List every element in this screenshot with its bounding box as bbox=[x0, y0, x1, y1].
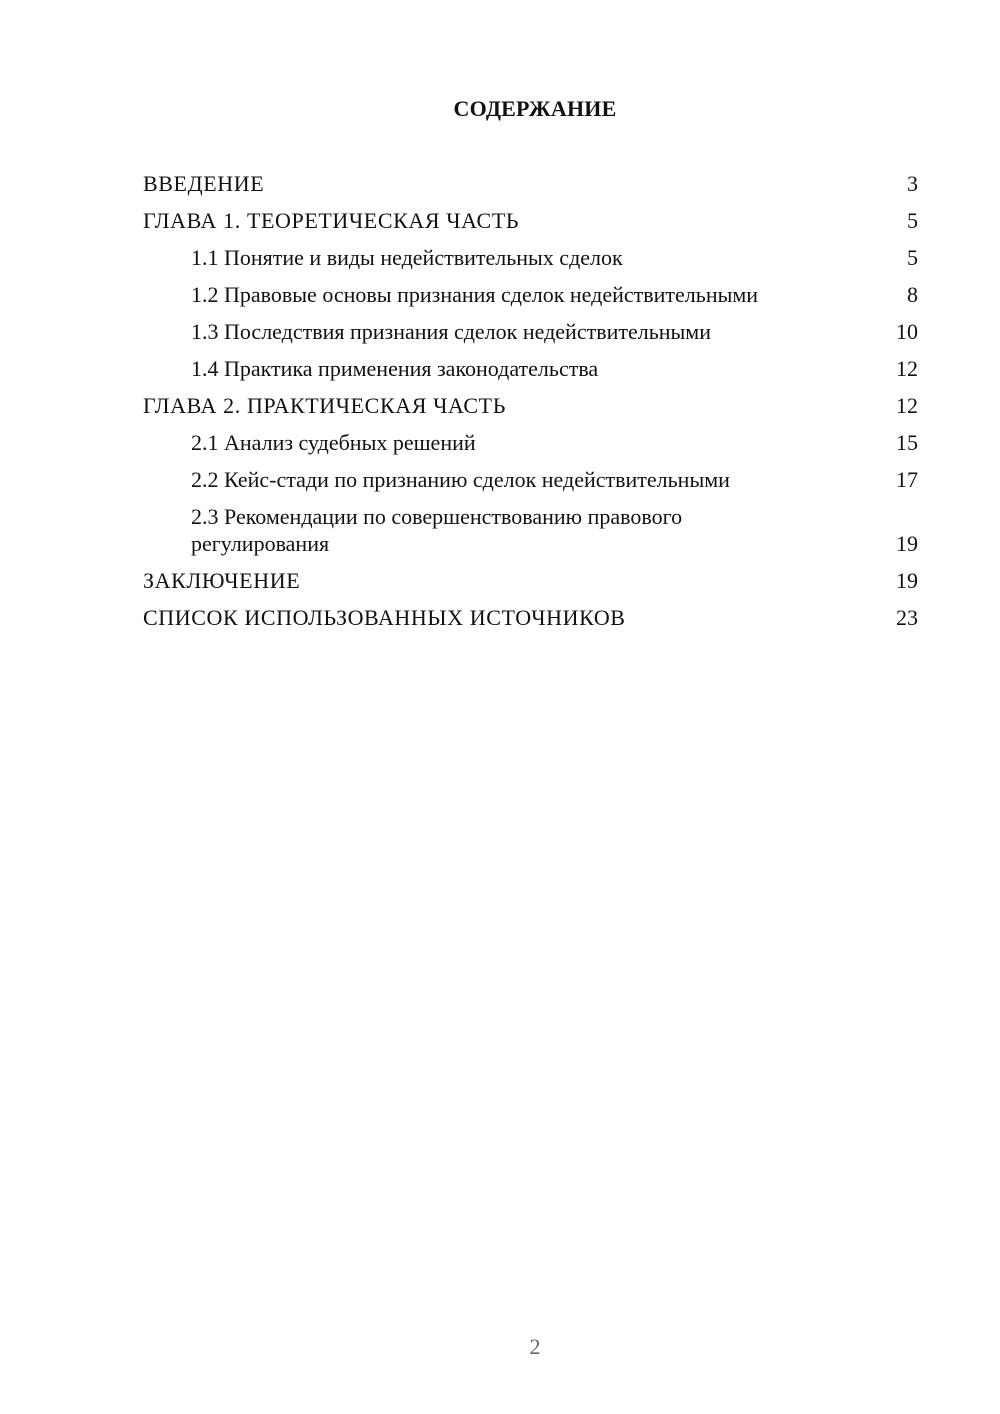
toc-entry-page: 15 bbox=[896, 430, 918, 455]
toc-entry-chapter-2 bbox=[143, 392, 918, 419]
toc-entry-page: 12 bbox=[896, 356, 918, 381]
toc-entry-section-1-1 bbox=[143, 244, 918, 271]
toc-entry-page: 5 bbox=[907, 208, 918, 233]
toc-entry-page: 12 bbox=[896, 393, 918, 418]
toc-entry-page: 10 bbox=[896, 319, 918, 344]
toc-entry-label: 2.3 Рекомендации по совершенствованию правового регулирования bbox=[191, 504, 683, 556]
toc-entry-page: 5 bbox=[907, 245, 918, 270]
page-title: СОДЕРЖАНИЕ bbox=[453, 96, 617, 121]
toc-entry-page: 23 bbox=[896, 605, 918, 630]
toc-entry-conclusion bbox=[143, 567, 918, 594]
toc-entry-introduction bbox=[143, 170, 918, 197]
toc-entry-section-2-3 bbox=[143, 503, 918, 557]
toc-entry-page: 8 bbox=[907, 282, 918, 307]
toc-entry-label: ГЛАВА 1. ТЕОРЕТИЧЕСКАЯ ЧАСТЬ bbox=[143, 208, 520, 233]
toc-entry-page: 19 bbox=[896, 568, 918, 593]
toc-entry-section-2-2 bbox=[143, 466, 918, 493]
toc-entry-label: 1.4 Практика применения законодательства bbox=[191, 356, 599, 381]
toc-entry-section-1-2 bbox=[143, 281, 918, 308]
toc-entry-page: 19 bbox=[896, 531, 918, 556]
toc-entry-page: 3 bbox=[907, 171, 918, 196]
toc-entry-label: 1.1 Понятие и виды недействительных сделок bbox=[191, 245, 623, 270]
toc-entry-label: ЗАКЛЮЧЕНИЕ bbox=[143, 568, 301, 593]
toc-entry-label: ГЛАВА 2. ПРАКТИЧЕСКАЯ ЧАСТЬ bbox=[143, 393, 506, 418]
toc-entry-references bbox=[143, 604, 918, 631]
toc-entry-label: СПИСОК ИСПОЛЬЗОВАННЫХ ИСТОЧНИКОВ bbox=[143, 605, 626, 630]
page-number: 2 bbox=[529, 1334, 541, 1359]
toc-entry-section-2-1 bbox=[143, 429, 918, 456]
toc-entry-label: 2.1 Анализ судебных решений bbox=[191, 430, 476, 455]
toc-entry-section-1-3 bbox=[143, 318, 918, 345]
toc-entry-label: 1.3 Последствия признания сделок недействительными bbox=[191, 319, 711, 344]
toc-entry-page: 17 bbox=[896, 467, 918, 492]
toc-entry-chapter-1 bbox=[143, 207, 918, 234]
toc-entry-label: 2.2 Кейс-стади по признанию сделок недействительными bbox=[191, 467, 730, 492]
toc-entry-label: 1.2 Правовые основы признания сделок недействительными bbox=[191, 282, 759, 307]
table-of-contents bbox=[143, 170, 918, 641]
toc-entry-section-1-4 bbox=[143, 355, 918, 382]
toc-entry-label: ВВЕДЕНИЕ bbox=[143, 171, 265, 196]
